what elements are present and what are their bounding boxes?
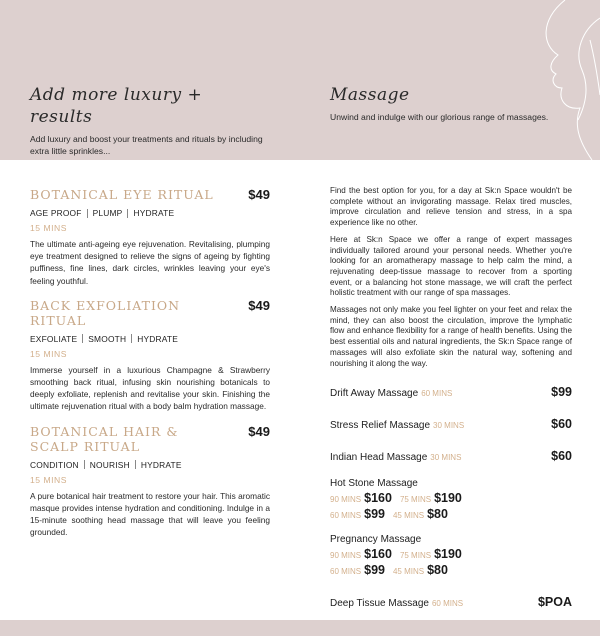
massage-price: $99 [551,385,572,400]
treatment-tag: HYDRATE [140,459,182,470]
massage-duration: 75 MINS [399,495,432,505]
massage-duration: 45 MINS [392,567,425,577]
massage-description: Unwind and indulge with our glorious range of massages. [330,112,549,122]
massage-price: $99 [364,507,385,522]
massage-list [330,186,572,611]
massage-duration: 60 MINS [330,511,362,521]
massage-duration: 30 MINS [430,453,462,463]
treatment-tag: HYDRATE [137,333,179,344]
massage-label [330,447,461,465]
treatment-duration: 15 MINS [30,223,67,233]
massage-name: Hot Stone Massage [330,478,418,490]
massage-price-row [330,491,572,505]
footer-band [0,620,600,636]
tag-divider [131,334,132,343]
treatment-item [30,187,270,287]
massage-name: Indian Head Massage [330,452,428,464]
massage-item [330,534,572,577]
treatment-description: The ultimate anti-ageing eye rejuvenation. Revitalising, plumping eye treatment designed to relieve the signs of ageing by fighting puffiness, fine lines, dark circles, wrinkles leaving your eye's feeling youthful. [30,239,270,286]
treatment-title: BACK EXFOLIATION RITUAL [30,297,181,328]
massage-price: $60 [551,417,572,432]
tag-divider [82,334,83,343]
face-line-art-icon [470,0,600,160]
treatment-tag: EXFOLIATE [30,333,78,344]
massage-name: Stress Relief Massage [330,420,431,432]
massage-label [330,383,452,401]
massage-title: Massage [330,85,410,105]
treatment-tag: CONDITION [30,459,79,470]
treatment-tag: HYDRATE [133,208,175,218]
massage-price: $160 [364,491,392,506]
massage-items [330,383,572,611]
massage-item [330,415,572,433]
tag-divider [127,209,128,218]
treatment-tag: NOURISH [89,459,130,470]
treatment-description: Immerse yourself in a luxurious Champagne & Strawberry smoothing back ritual, infusing skin nourishing botanicals to deeply exfoliate, replenish and revitalise your skin. Finishing the ultimate rejuvenation ritual with a body balm hydration massage. [30,364,270,412]
massage-duration: 60 MINS [330,567,362,577]
massage-item [330,593,572,611]
massage-paragraph: Massages not only make you feel lighter on your feet and relax the mind, they can also boost the circulation, improve the lymphatic flow and enhance flexibility for a range of health benefits. Using the best essential oils and natural ingredients, the Sk:n Space range of massages will also exfoliate skin the natural way, softening and nourishing it along the way. [330,305,572,368]
massage-price-row [330,563,572,577]
massage-name: Pregnancy Massage [330,534,422,546]
addons-description: Add luxury and boost your treatments and rituals by including extra little sprinkles... [30,134,263,156]
massage-name: Deep Tissue Massage [330,598,429,610]
massage-price-row [330,547,572,561]
massage-duration: 30 MINS [433,421,465,431]
treatment-price: $49 [248,423,270,439]
treatment-duration: 15 MINS [30,348,67,359]
massage-price: $190 [434,491,462,506]
treatment-duration: 15 MINS [30,474,67,485]
treatment-tag: PLUMP [92,208,123,218]
treatment-tag: SMOOTH [88,333,127,344]
massage-price: $POA [537,595,572,610]
massage-price: $80 [427,507,448,522]
massage-duration: 90 MINS [330,551,362,561]
massage-price: $99 [364,563,385,578]
massage-duration: 90 MINS [330,495,362,505]
treatment-tag: AGE PROOF [30,208,82,218]
treatment-title: BOTANICAL HAIR & SCALP RITUAL [30,423,179,454]
treatments-list [30,187,270,549]
header-band [0,0,600,160]
treatment-price: $49 [248,297,270,313]
treatment-tags [30,334,270,344]
massage-duration: 60 MINS [431,599,464,609]
tag-divider [87,209,88,218]
addons-intro [30,84,270,157]
massage-paragraph: Find the best option for you, for a day at Sk:n Space wouldn't be complete without an invigorating massage. Relax tired muscles, improve circulation and relieve tension and stress, in a spa experience like no other. [330,186,572,228]
treatment-tags [30,460,270,470]
massage-price: $160 [364,547,392,562]
massage-price-row [330,507,572,521]
treatment-tags [30,208,270,218]
massage-item [330,383,572,401]
massage-paragraph: Here at Sk:n Space we offer a range of expert massages individually tailored around your personal needs. Whether you're looking for an aromatherapy massage to help calm the mind, a rejuvenating deep-tissue massage to recover from a sporting event, or a balancing hot stone massage, we will craft the perfect holistic treatment with our range of spa massages. [330,234,572,298]
tag-divider [135,460,136,469]
massage-label [330,593,463,611]
treatment-price: $49 [248,187,270,202]
treatment-item [30,298,270,413]
massage-duration: 45 MINS [392,511,425,521]
massage-intro [330,84,570,124]
massage-label [330,415,464,433]
treatment-description: A pure botanical hair treatment to restore your hair. This aromatic masque provides intense hydration and conditioning. Indulge in a 15-minute soothing head massage that will leave you feeling grounded. [30,490,270,538]
massage-name: Drift Away Massage [330,388,419,400]
massage-price: $190 [434,547,462,562]
addons-title: Add more luxury + results [30,85,203,127]
massage-price: $80 [427,563,448,578]
treatment-item [30,424,270,539]
massage-duration: 75 MINS [399,551,432,561]
treatment-title: BOTANICAL EYE RITUAL [30,187,214,202]
massage-item [330,478,572,521]
massage-price: $60 [551,449,572,464]
massage-duration: 60 MINS [421,389,453,399]
massage-item [330,447,572,465]
tag-divider [84,460,85,469]
